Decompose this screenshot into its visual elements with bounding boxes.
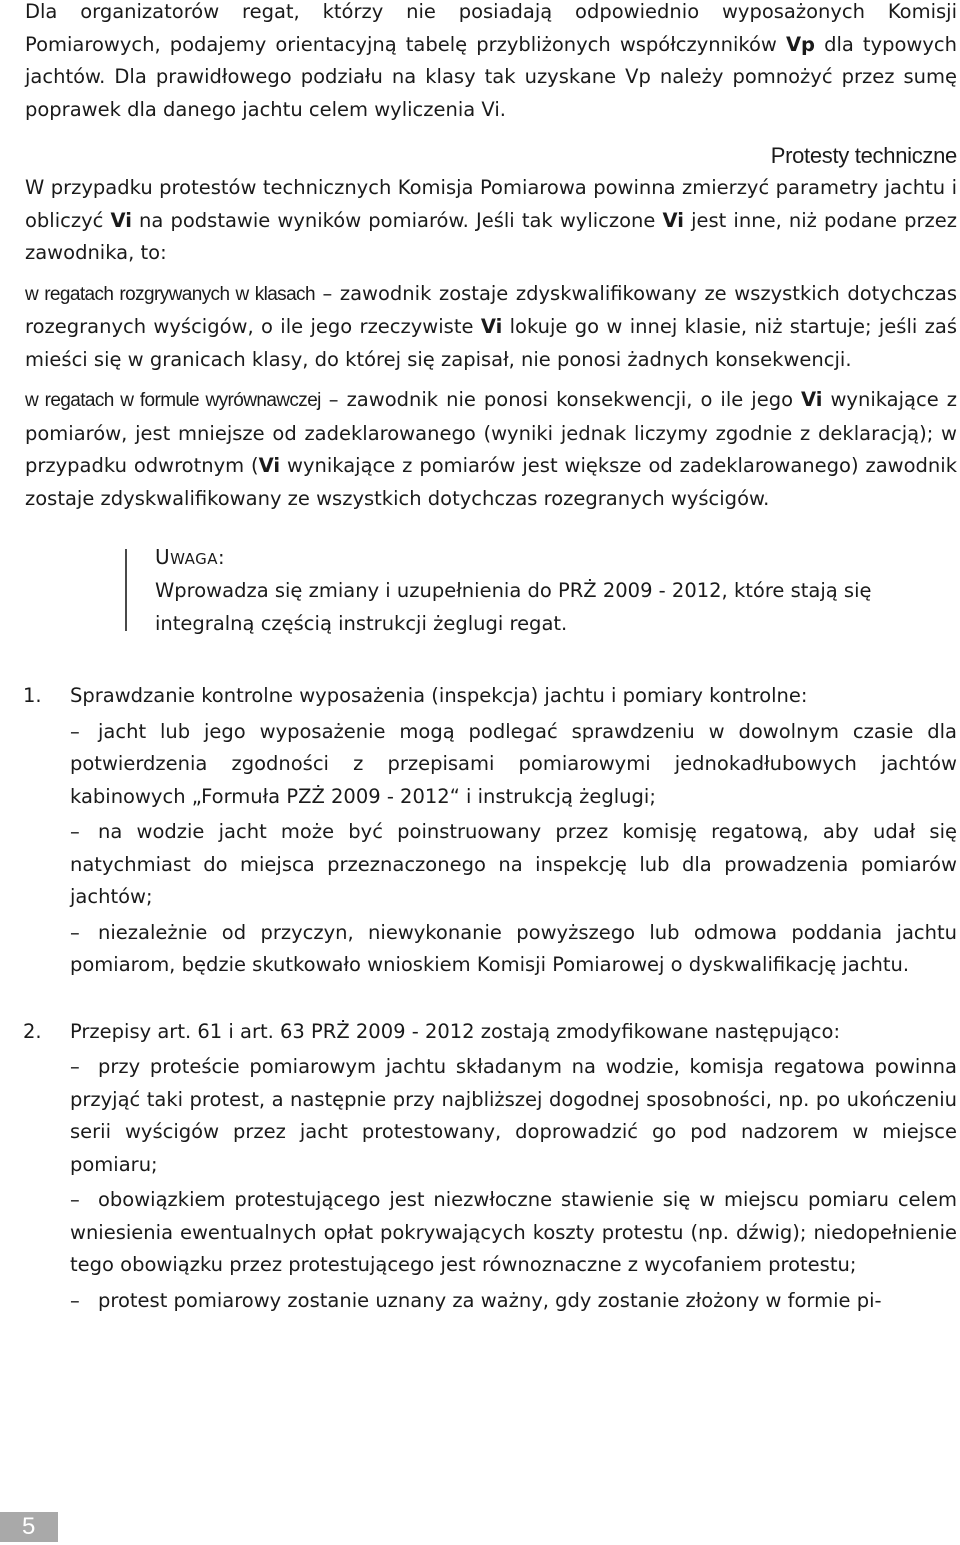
vi-term: Vi	[662, 208, 684, 232]
vp-term: Vp	[785, 32, 816, 56]
vi-term: Vi	[258, 454, 281, 477]
vi-term: Vi	[801, 388, 823, 411]
handicap-regatta-paragraph	[25, 384, 957, 515]
intro-text-cont: dla typowych jachtów. Dla prawidłowego podziału na klasy tak uzyskane Vp należy pomnożyć przez sumę poprawek dla danego jachtu celem wyliczenia Vi.	[25, 32, 957, 121]
protest-paragraph	[25, 172, 957, 270]
intro-paragraph	[25, 0, 957, 126]
intro-text: Dla organizatorów regat, którzy nie posiadają odpowiednio wyposażonych Komisji Pomiarowych, podajemy orientacyjną tabelę przybliżonych współczynników	[25, 0, 957, 56]
list-bullet	[70, 917, 957, 982]
handicap-text-end: wynikające z pomiarów jest większe od zadeklarowanego) zawodnik zostaje zdyskwalifikowany ze wszystkich dotychczas rozegranych wyścigów.	[25, 454, 957, 510]
bullet-text: jacht lub jego wyposażenie mogą podlegać sprawdzeniu w dowolnym czasie dla potwierdzenia zgodności z przepisami pomiarowymi jednokadłubowych jachtów kabinowych „Formuła PZŻ 2009 - 2012“ i instrukcją żeglugi;	[70, 719, 957, 808]
dash-mark: –	[70, 1288, 80, 1312]
bullet-text: na wodzie jacht może być poinstruowany przez komisję regatową, aby udał się natychmiast do miejsca przeznaczonego na inspekcję lub dla prowadzenia pomiarów jachtów;	[70, 820, 957, 908]
list-bullet	[70, 1285, 957, 1318]
vi-term: Vi	[110, 208, 132, 232]
dash-mark: –	[70, 1055, 80, 1078]
page-number: 5	[0, 1512, 58, 1542]
list-bullet	[70, 716, 957, 814]
list-item-title: Sprawdzanie kontrolne wyposażenia (inspekcja) jachtu i pomiary kontrolne:	[70, 684, 808, 707]
list-item-title: Przepisy art. 61 i art. 63 PRŻ 2009 - 2012 zostają zmodyfikowane następująco:	[70, 1019, 841, 1043]
class-regatta-text-cont: lokuje go w innej klasie, niż startuje; jeśli zaś mieści się w granicach klasy, do której się zapisał, nie ponosi żadnych konsekwencji.	[25, 315, 957, 371]
bullet-text: przy proteście pomiarowym jachtu składanym na wodzie, komisja regatowa powinna przyjąć taki protest, a następnie przy najbliższej dogodnej sposobności, np. po ukończeniu serii wyścigów przez jacht protestowany, doprowadzić go pod nadzorem w miejsce pomiaru;	[70, 1055, 957, 1176]
section-title: Protesty techniczne	[770, 143, 957, 168]
bullet-text: protest pomiarowy zostanie uznany za ważny, gdy zostanie złożony w formie pi-	[98, 1288, 882, 1312]
protest-text-end: jest inne, niż podane przez zawodnika, to:	[25, 208, 958, 264]
list-number: 2.	[23, 1019, 42, 1043]
note-heading	[155, 541, 957, 575]
list-bullet	[70, 1051, 957, 1181]
bullet-text: niezależnie od przyczyn, niewykonanie powyższego lub odmowa poddania jachtu pomiarom, będzie skutkowało wnioskiem Komisji Pomiarowej o dyskwalifikację jachtu.	[70, 920, 957, 976]
document-page	[25, 0, 957, 1317]
dash-mark: –	[70, 820, 80, 843]
list-item-1	[25, 680, 957, 982]
note-heading-rest: WAGA	[170, 550, 219, 568]
class-regatta-text: – zawodnik zostaje zdyskwalifikowany ze wszystkich dotychczas rozegranych wyścigów, o ile jego rzeczywiste	[25, 281, 957, 338]
numbered-list	[25, 680, 957, 1317]
note-heading-initial: U	[155, 545, 171, 569]
handicap-regatta-term: w regatach w formule wyrównawczej	[25, 390, 321, 411]
note-body: Wprowadza się zmiany i uzupełnienia do PRŻ 2009 - 2012, które stają się integralną częścią instrukcji żeglugi regat.	[155, 579, 872, 635]
class-regatta-paragraph	[25, 278, 957, 377]
protest-text: W przypadku protestów technicznych Komisja Pomiarowa powinna zmierzyć parametry jachtu i obliczyć	[25, 176, 957, 232]
handicap-text-cont: wynikające z pomiarów, jest mniejsze od zadeklarowanego (wyniki jednak liczymy zgodnie z deklaracją); w przypadku odwrotnym (	[25, 388, 957, 477]
list-bullet	[70, 1184, 957, 1282]
dash-mark: –	[70, 719, 80, 743]
note-heading-colon: :	[218, 546, 226, 569]
list-bullet	[70, 816, 957, 914]
list-number: 1.	[23, 684, 42, 707]
class-regatta-term: w regatach rozgrywanych w klasach	[25, 283, 315, 305]
bullet-text: obowiązkiem protestującego jest niezwłoczne stawienie się w miejscu pomiaru celem wniesienia ewentualnych opłat pokrywających koszty protestu (np. dźwig); niedopełnienie tego obowiązku przez protestującego jest równoznaczne z wycofaniem protestu;	[70, 1188, 957, 1276]
dash-mark: –	[70, 1188, 80, 1211]
note-bar	[125, 549, 127, 631]
note-box	[155, 541, 957, 640]
list-item-2	[25, 1016, 957, 1318]
handicap-text: – zawodnik nie ponosi konsekwencji, o ile jego	[320, 388, 802, 411]
dash-mark: –	[70, 920, 80, 944]
protest-text-cont: na podstawie wyników pomiarów. Jeśli tak wyliczone	[131, 208, 663, 232]
vi-term: Vi	[480, 315, 503, 338]
